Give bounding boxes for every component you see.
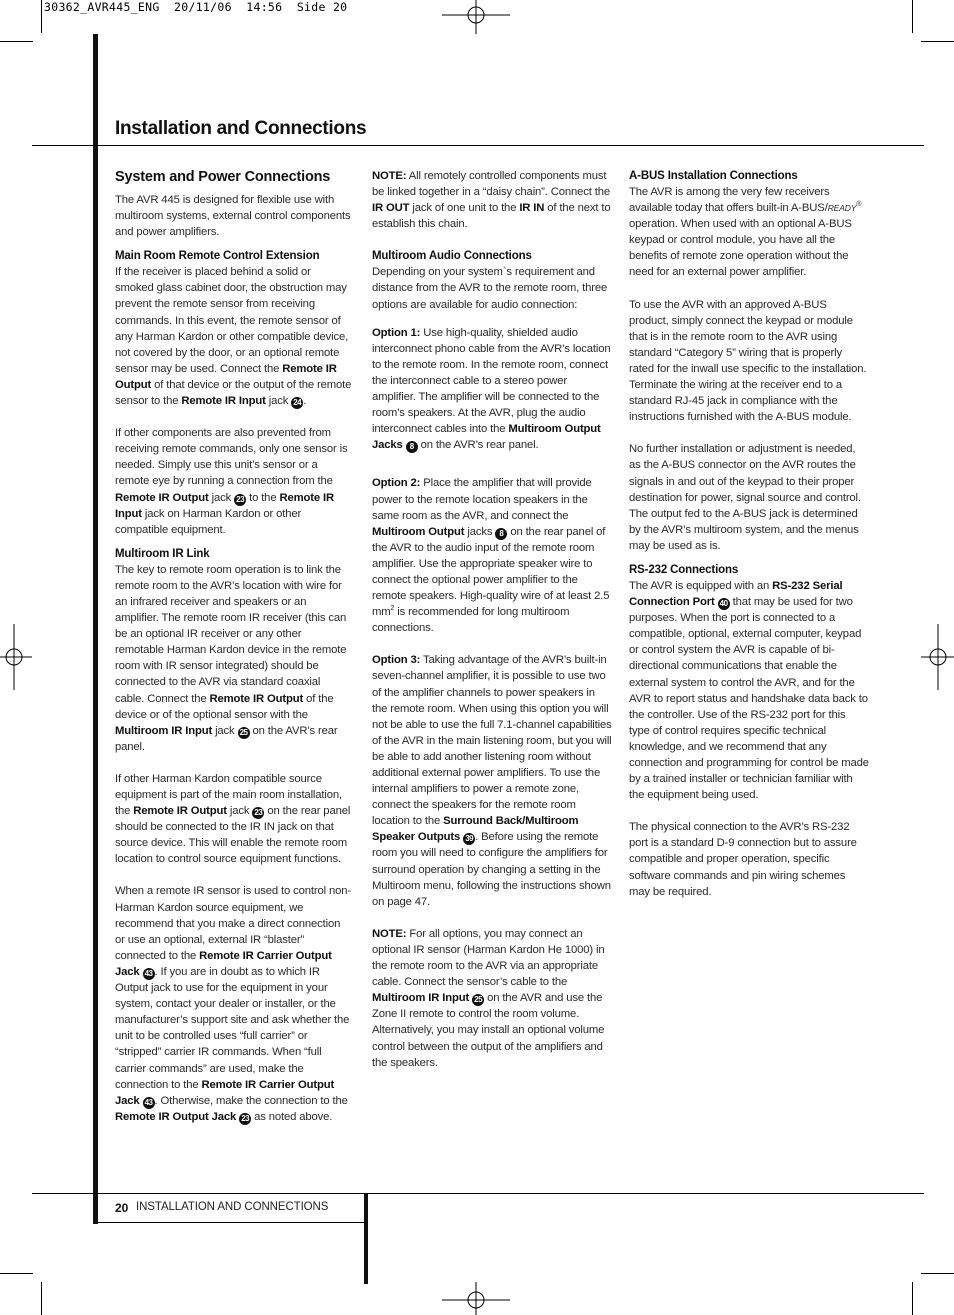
subheading-multiroom-audio: Multiroom Audio Connections [372, 250, 532, 263]
column-2 [372, 168, 612, 1079]
footer-rule [32, 1193, 924, 1194]
abus-paragraph-3: No further installation or adjustment is needed, as the A-BUS connector on the AVR routes the signals in and out of the keypad to their proper destination for power, signal source and control. The output fed to the A-BUS jack is determined by the AVR’s multiroom system, and the menus may be used as is. [629, 443, 861, 552]
ir-link-paragraph-3: When a remote IR sensor is used to control non-Harman Kardon source equipment, we recommend that you make a direct connection or use an optional, external IR “blaster” connected to the Remote IR Carrier Output Jack 43 . If you are in doubt as to which IR Output jack to use for the equipment in your system, contact your dealer or installer, or the manufacturer’s support site and ask whether the unit to be controlled uses “full carrier” or “stripped” carrier IR commands. When “full carrier commands” are used, make the connection to the Remote IR Carrier Output Jack 43 . Otherwise, make the connection to the Remote IR Output Jack 23 as noted above. [115, 885, 351, 1123]
rs232-paragraph-1: The AVR is equipped with an RS-232 Serial Connection Port 40 that may be used for two purposes. When the port is connected to a compatible, optional, external computer, keypad or control system the AVR is capable of bi-directional communications that enable the external system to control the AVR, and for the AVR to report status and handshake data back to the controller. Use of the RS-232 port for this type of control requires specific technical knowledge, and we recommend that any connection and programming for control be made by a trained installer or technician familiar with the equipment being used. [629, 579, 869, 802]
ir-link-paragraph-1: The key to remote room operation is to link the remote room to the AVR’s location with wire for an infrared receiver and speakers or an amplifier. The remote room IR receiver (this can be an optional IR receiver or any other remotable Harman Kardon device in the remote room with IR sensor integrated) should be connected to the AVR via standard coaxial cable. Connect the Remote IR Output of the device or of the optional sensor with the Multiroom IR Input jack 25 on the AVR’s rear panel. [115, 563, 347, 753]
callout-number-icon: 25 [238, 727, 250, 739]
callout-number-icon: 8 [406, 441, 418, 453]
subheading-abus: A-BUS Installation Connections [629, 170, 798, 182]
callout-number-icon: 23 [239, 1113, 251, 1125]
left-margin-bar [93, 34, 98, 1224]
callout-number-icon: 25 [472, 994, 484, 1006]
callout-number-icon: 23 [252, 807, 264, 819]
option-1-paragraph: Option 1: Use high-quality, shielded audio interconnect phono cable from the AVR’s location to the remote room. In the remote room, connect the interconnect cable to a stereo power amplifier. The amplifier will be connected to the room’s speakers. At the AVR, plug the audio interconnect cables into the Multiroom Output Jacks 8 on the AVR’s rear panel. [372, 326, 611, 452]
rs232-paragraph-2: The physical connection to the AVR’s RS-232 port is a standard D-9 connection but to assure compatible and proper operation, specific software commands and pin wiring schemes may be required. [629, 821, 857, 898]
callout-number-icon: 8 [495, 528, 507, 540]
callout-number-icon: 23 [234, 494, 246, 506]
note-ir-sensor: NOTE: For all options, you may connect an optional IR sensor (Harman Kardon He 1000) in the remote room to the AVR via an appropriate cable. Connect the sensor’s cable to the Multiroom IR Input 25 on the AVR and use the Zone II remote to control the room volume. Alternatively, you may install an optional volume control between the output of the amplifiers and the speakers. [372, 927, 605, 1069]
section-heading-system-power: System and Power Connections [115, 169, 331, 185]
subheading-rs232: RS-232 Connections [629, 563, 739, 576]
footer-section-label: INSTALLATION AND CONNECTIONS [136, 1201, 329, 1213]
callout-number-icon: 43 [143, 1097, 155, 1109]
note-daisy-chain: NOTE: All remotely controlled components must be linked together in a “daisy chain”. Connect the IR OUT jack of one unit to the IR IN of the next to establish this chain. [372, 170, 611, 231]
subheading-main-room: Main Room Remote Control Extension [115, 250, 320, 263]
abus-paragraph-2: To use the AVR with an approved A-BUS product, simply connect the keypad or module that is in the remote room to the AVR using standard “Category 5” wiring that is properly rated for the inwall use specific to the installation. Terminate the wiring at the receiver end to a standard RJ-45 jack in compliance with the instructions furnished with the A-BUS module. [629, 298, 867, 424]
subheading-multiroom-ir-link: Multiroom IR Link [115, 547, 210, 560]
abus-paragraph-1: The AVR is among the very few receivers available today that offers built-in A-BUS/READY® operation. When used with an optional A-BUS keypad or control module, you have all the benefits of remote zone operation without the need for an external power amplifier. [629, 186, 862, 279]
intro-paragraph: The AVR 445 is designed for flexible use with multiroom systems, external control components and power amplifiers. [115, 194, 351, 239]
print-slug: 30362_AVR445_ENG 20/11/06 14:56 Side 20 [44, 0, 348, 14]
page-title: Installation and Connections [115, 118, 367, 139]
callout-number-icon: 40 [718, 598, 730, 610]
main-room-paragraph-2: If other components are also prevented from receiving remote commands, only one sensor is needed. Simply use this unit’s sensor or a remote eye by running a connection from the Remote IR Output jack 23 to the Remote IR Input jack on Harman Kardon or other compatible equipment. [115, 427, 348, 536]
column-1 [115, 168, 352, 1133]
footer-underline [98, 1222, 366, 1223]
callout-number-icon: 24 [291, 397, 303, 409]
callout-number-icon: 39 [463, 833, 475, 845]
callout-number-icon: 43 [143, 968, 155, 980]
ir-link-paragraph-2: If other Harman Kardon compatible source equipment is part of the main room installation, the Remote IR Output jack 23 on the rear panel should be connected to the IR IN jack on that source device. This will enable the remote room location to control source equipment functions. [115, 772, 351, 866]
footer-margin-bar [364, 1194, 368, 1284]
footer-page-number: 20 [115, 1201, 129, 1215]
header-rule [32, 145, 924, 146]
column-3 [629, 168, 869, 908]
option-3-paragraph: Option 3: Taking advantage of the AVR’s built-in seven-channel amplifier, it is possible to use two of the amplifier channels to power speakers in the remote room. When using this option you will not be able to use the full 7.1-channel capabilities of the AVR in the main listening room, but you will be able to add another listening room without additional external power amplifiers. To use the internal amplifiers to power a remote zone, connect the speakers for the remote room location to the Surround Back/Multiroom Speaker Outputs 39 . Before using the remote room you will need to configure the amplifiers for surround operation by changing a setting in the Multiroom menu, following the instructions shown on page 47. [372, 654, 612, 908]
main-room-paragraph-1: If the receiver is placed behind a solid or smoked glass cabinet door, the obstruction may prevent the remote sensor from receiving commands. In this event, the remote sensor of any Harman Kardon or other compatible device, not covered by the door, or an optional remote sensor may be used. Connect the Remote IR Output of that device or the output of the remote sensor to the Remote IR Input jack 24 . [115, 266, 352, 408]
audio-intro-paragraph: Depending on your system`s requirement and distance from the AVR to the remote room, three options are available for audio connection: [372, 266, 608, 311]
option-2-paragraph: Option 2: Place the amplifier that will provide power to the remote location speakers in the same room as the AVR, and connect the Multiroom Output jacks 8 on the rear panel of the AVR to the audio input of the remote room amplifier. Use the appropriate speaker wire to connect the optional power amplifier to the remote speakers. High-quality wire of at least 2.5 $mm^2$ is recommended for long multiroom connections. [372, 477, 610, 635]
